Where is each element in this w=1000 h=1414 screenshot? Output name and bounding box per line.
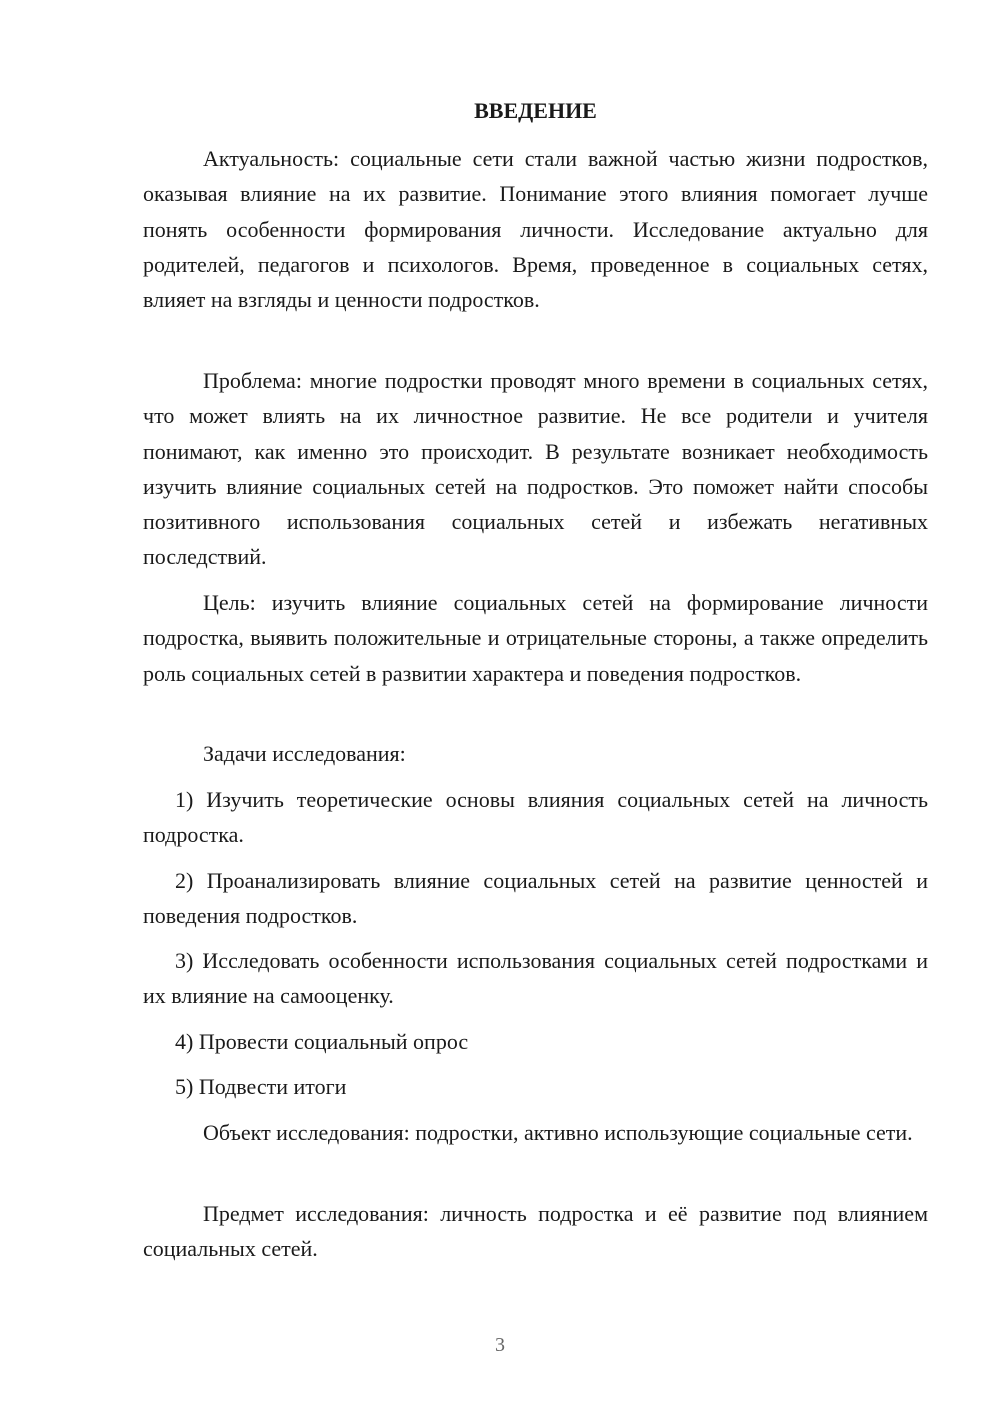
task-item-3: 3) Исследовать особенности использования социальных сетей подростками и их влияние на самооценку. bbox=[143, 948, 928, 1009]
subject-paragraph: Предмет исследования: личность подростка и её развитие под влиянием социальных сетей. bbox=[143, 1201, 928, 1262]
tasks-heading: Задачи исследования: bbox=[203, 741, 406, 766]
problem-paragraph: Проблема: многие подростки проводят много времени в социальных сетях, что может влиять на их личностное развитие. Не все родители и учителя понимают, как именно это происходит. В результате возникает необходимость изучить влияние социальных сетей на подростков. Это поможет найти способы позитивного использования социальных сетей и избежать негативных последствий. bbox=[143, 368, 928, 570]
object-paragraph: Объект исследования: подростки, активно использующие социальные сети. bbox=[203, 1120, 913, 1145]
task-item-1: 1) Изучить теоретические основы влияния социальных сетей на личность подростка. bbox=[143, 787, 928, 848]
relevance-paragraph: Актуальность: социальные сети стали важной частью жизни подростков, оказывая влияние на их развитие. Понимание этого влияния помогает лучше понять особенности формирования личности. Исследование актуально для родителей, педагогов и психологов. Время, проведенное в социальных сетях, влияет на взгляды и ценности подростков. bbox=[143, 146, 928, 313]
task-item-2: 2) Проанализировать влияние социальных сетей на развитие ценностей и поведения подростков. bbox=[143, 868, 928, 929]
task-item-4: 4) Провести социальный опрос bbox=[175, 1029, 469, 1054]
section-heading: ВВЕДЕНИЕ bbox=[474, 98, 597, 123]
task-item-5: 5) Подвести итоги bbox=[175, 1074, 347, 1099]
goal-paragraph: Цель: изучить влияние социальных сетей на формирование личности подростка, выявить положительные и отрицательные стороны, а также определить роль социальных сетей в развитии характера и поведения подростков. bbox=[143, 590, 928, 686]
page-number: 3 bbox=[495, 1334, 505, 1356]
